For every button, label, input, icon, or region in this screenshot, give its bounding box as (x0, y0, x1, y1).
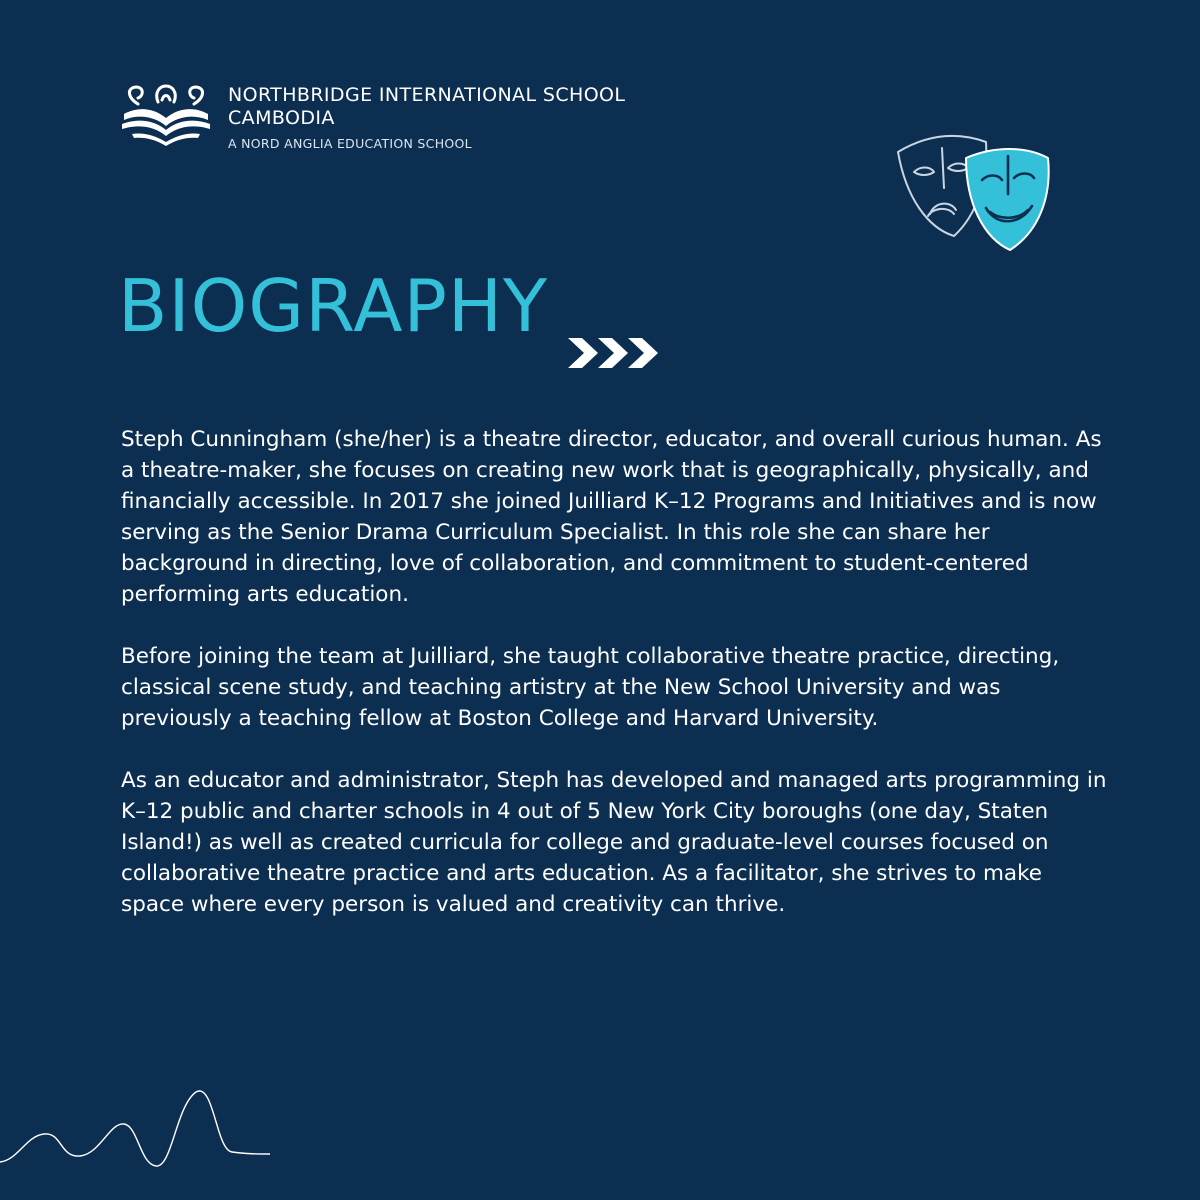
theatre-masks-icon (888, 128, 1058, 256)
chevron-right-triple-icon (566, 336, 662, 370)
school-name-line1: NORTHBRIDGE INTERNATIONAL SCHOOL (228, 84, 626, 106)
school-tagline: A NORD ANGLIA EDUCATION SCHOOL (228, 136, 472, 151)
school-logo (118, 84, 625, 151)
bio-paragraph: As an educator and administrator, Steph has developed and managed arts programming in K–12 public and charter schools in 4 out of 5 New York City boroughs (one day, Staten Island!) as well as created curricula for college and graduate-level courses focused on collaborative theatre practice and arts education. As a facilitator, she strives to make space where every person is valued and creativity can thrive. (121, 768, 1107, 917)
page-title: BIOGRAPHY (118, 264, 548, 348)
school-name-line2: CAMBODIA (228, 107, 335, 129)
biography-text (121, 424, 1111, 951)
bio-paragraph: Before joining the team at Juilliard, she taught collaborative theatre practice, directing, classical scene study, and teaching artistry at the New School University and was previously a teaching fellow at Boston College and Harvard University. (121, 644, 1060, 731)
school-text (228, 84, 625, 151)
sound-wave-icon (0, 1086, 270, 1176)
school-crest-icon (118, 84, 214, 146)
bio-paragraph: Steph Cunningham (she/her) is a theatre director, educator, and overall curious human. As a theatre-maker, she focuses on creating new work that is geographically, physically, and financially accessible. In 2017 she joined Juilliard K–12 Programs and Initiatives and is now serving as the Senior Drama Curriculum Specialist. In this role she can share her background in directing, love of collaboration, and commitment to student-centered performing arts education. (121, 427, 1102, 607)
